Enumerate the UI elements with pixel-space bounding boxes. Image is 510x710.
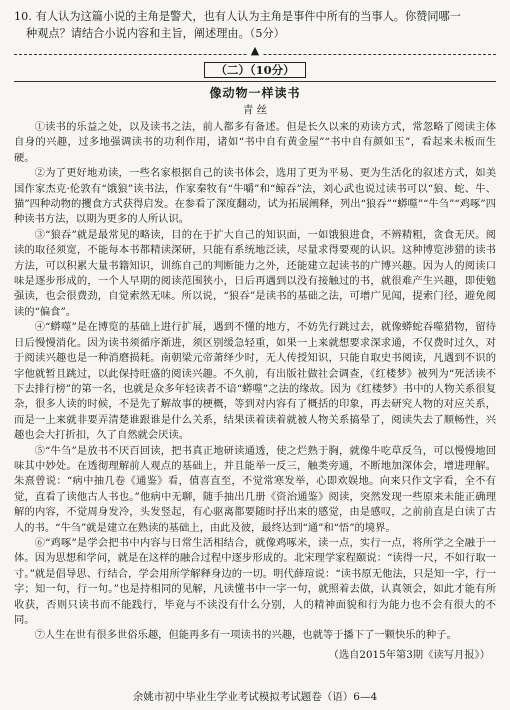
question-text-line2: 种观点？请结合小说内容和主旨，阐述理由。（5分）: [26, 27, 285, 40]
section-rule: [14, 81, 496, 82]
question-number: 10.: [14, 10, 32, 23]
question-text-line1: 有人认为这篇小说的主角是警犬，也有人认为主角是事件中所有的当事人。你赞同哪一: [35, 10, 461, 23]
page-footer: 余姚市初中毕业生学业考试模拟考试题卷（语）6—4: [132, 691, 378, 703]
paragraph: ③“狼吞”就是最常见的略读，目的在于扩大自己的知识面，一如饿狼进食，不辨精粗，贪食无厌。阅读的取径须宽，不能每本书都精读深研，只能有系统地泛读，尽量求得要观的认识。这种博览涉猎的读书方法，可以积累大量书籍知识，训练自己的判断能力之外，还能建立起读书的广博兴趣。因为人的阅读口味是逐步形成的，一个人早期的阅读范围狭小，日后再遇到以没有接触过的书，就很难产生兴趣，即使勉强读，也会很费劲，自觉索然无味。所以说，“狼吞”是读书的基础之法，可增广见闻，提索门径，避免阅读的“偏食”。: [14, 228, 496, 318]
paragraph: ⑤“牛刍”是放书不厌百回读，把书真正地研读通透，使之烂熟于胸，就像牛吃草反刍，可以慢慢地回味其中妙处。在透彻理解前人观点的基础上，并且能举一反三，触类旁通，不断地加深体会，增进理解。朱熹曾说：“病中抽几卷《通鉴》看，值喜直至，不觉常寒发举，心即欢娱地。向来只作文字看，全不有觉，直看了读他古人书也。”他病中无聊，随手抽出几册《资治通鉴》阅读，突然发现一些原来未能正确理解的内容，不觉周身发冷，头发竖起，有心驱离都要随时抒出来的感觉，由是感叹，之前前直是白读了古人的书。“牛刍”就是建立在熟读的基础上，由此及彼，最终达到“通”和“悟”的境界。: [14, 444, 496, 534]
section-heading: [14, 62, 496, 78]
article-author: 青 丝: [242, 104, 268, 116]
paragraph: ⑥“鸡啄”是学会把书中内容与日常生活相结合，就像鸡啄米，读一点，实行一点，将所学之全融于一体。因为思想和学问，就是在这样的融合过程中逐步形成的。北宋理学家程颐说：“读得一尺，不如行取一寸。”就是倡导思、行结合，学会用所学解释身边的一切。明代薛瑄说：“读书原无他法，只是知一字，行一字；知一句，行一句。”也是持相同的见解，凡读懂书中一字一句，就照着去做，认真领会，如此才能有所收获，否则只读书而不能践行，毕竟与不读没有什么分别，人的精神面貌和行为能力也不会有很大的不同。: [14, 536, 496, 626]
article-title: 像动物一样读书: [209, 86, 301, 100]
paragraph: ④“蟒噬”是在博览的基础上进行扩展，遇到不懂的地方，不妨先行跳过去，就像蟒蛇吞噬猎物，留待日后慢慢消化。因为读书须循序渐进，须区别缓急轻重，如果一上来就想要求深求通，不仅费时过久，对于阅读兴趣也是一种消磨损耗。南朝梁元帝萧绎少时，无人传授知识，只能自取史书阅读，凡遇到不识的字他就暂且跳过，以此保持旺盛的阅读兴趣。不久前，有出版社做社会调查，《红楼梦》被列为“死活读不下去排行榜”的第一名，也就是众多年轻读者不谙“蟒噬”之法的缘故。因为《红楼梦》书中的人物关系很复杂，很多人读的时候，不是先了解故事的梗概，等到对内容有了概括的印象，再去研究人物的对应关系，而是一上来就非要弄清楚谁跟谁是什么关系，结果读着读着就被人物关系搞晕了，阅读失去了顺畅性，兴趣也会大打折扣，久了自然就会厌读。: [14, 321, 496, 442]
question-10: [14, 8, 496, 42]
paragraph: ②为了更好地劝读，一些名家根据自己的读书体会，选用了更为平易、更为生活化的叙述方式，如美国作家杰克·伦敦有“饿狼”读书法，作家秦牧有“牛嚼”和“鲸吞”法，刘心武也说过读书可以“狼、蛇、牛、猫”四种动物的攫食方式获得启发。在参看了深度翻动，试为拓展阐释，列出“狼吞”“蟒噬”“牛刍”“鸡啄”四种读书方法，以期为更多的人所认识。: [14, 167, 496, 226]
article-source: （选自2015年第3期《读写月报》）: [328, 648, 490, 661]
section-separator: [14, 46, 496, 60]
paragraph: ⑦人生在世有很多世俗乐趣，但能再多有一项读书的兴趣，也就等于播下了一颗快乐的种子。: [34, 629, 457, 642]
triangle-icon: ▲: [247, 44, 263, 57]
paragraph: ①读书的乐益之处，以及读书之法，前人都多有备述。但是长久以来的劝读方式，常忽略了阅读主体自身的兴趣，过多地强调读书的功利作用，诸如“书中自有黄金屋”“书中自有颜如玉”，看起来未板而生硬。: [14, 121, 496, 164]
article-body: [14, 120, 496, 644]
section-label: （二）（10分）: [204, 62, 305, 78]
